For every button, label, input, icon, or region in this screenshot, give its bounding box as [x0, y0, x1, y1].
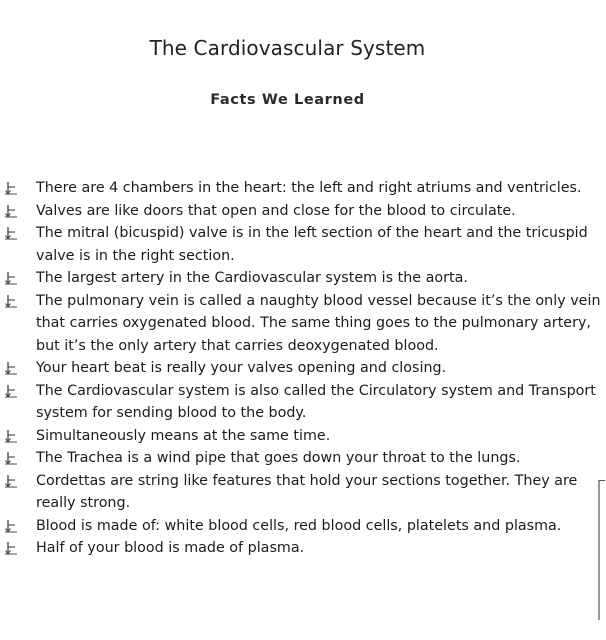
- arrow-down-bullet-icon: [5, 519, 19, 533]
- arrow-down-bullet-icon: [5, 541, 19, 555]
- list-item: [0, 470, 606, 515]
- arrow-down-bullet-icon: [5, 226, 19, 240]
- arrow-down-bullet-icon: [5, 429, 19, 443]
- fact-text: Simultaneously means at the same time.: [36, 427, 331, 444]
- facts-list: [0, 177, 606, 560]
- list-item: [0, 267, 606, 290]
- fact-text: Your heart beat is really your valves opening and closing.: [36, 360, 447, 376]
- list-item: [0, 357, 606, 380]
- fact-text: Half of your blood is made of plasma.: [36, 540, 305, 556]
- fact-text: Blood is made of: white blood cells, red blood cells, platelets and plasma.: [36, 517, 562, 534]
- list-item: [0, 290, 606, 358]
- fact-text: The pulmonary vein is called a naughty blood vessel because it’s the only vein that carries oxygenated blood. The same thing goes to the pulmonary artery, but it’s the only artery that carries deoxygenated blood.: [36, 292, 601, 354]
- fact-text: The Trachea is a wind pipe that goes down your throat to the lungs.: [36, 450, 521, 466]
- list-item: [0, 380, 606, 425]
- list-item: [0, 222, 606, 267]
- list-item: [0, 447, 606, 470]
- page-subtitle: Facts We Learned: [210, 92, 365, 108]
- arrow-down-bullet-icon: [5, 361, 19, 375]
- page-title: The Cardiovascular System: [149, 36, 426, 60]
- arrow-down-bullet-icon: [5, 181, 19, 195]
- list-item: [0, 200, 606, 223]
- arrow-down-bullet-icon: [5, 204, 19, 218]
- fact-text: The Cardiovascular system is also called the Circulatory system and Transport system for sending blood to the body.: [36, 382, 596, 421]
- list-item: [0, 425, 606, 448]
- arrow-down-bullet-icon: [5, 384, 19, 398]
- list-item: [0, 537, 606, 560]
- arrow-down-bullet-icon: [5, 294, 19, 308]
- fact-text: Valves are like doors that open and close for the blood to circulate.: [36, 202, 516, 219]
- arrow-down-bullet-icon: [5, 271, 19, 285]
- scan-margin-line: [598, 480, 606, 620]
- fact-text: The mitral (bicuspid) valve is in the left section of the heart and the tricuspid valve is in the right section.: [36, 225, 588, 264]
- fact-text: Cordettas are string like features that hold your sections together. They are really strong.: [36, 472, 578, 511]
- fact-text: There are 4 chambers in the heart: the left and right atriums and ventricles.: [36, 180, 582, 196]
- arrow-down-bullet-icon: [5, 474, 19, 488]
- arrow-down-bullet-icon: [5, 451, 19, 465]
- fact-text: The largest artery in the Cardiovascular system is the aorta.: [36, 270, 468, 286]
- list-item: [0, 177, 606, 200]
- list-item: [0, 515, 606, 538]
